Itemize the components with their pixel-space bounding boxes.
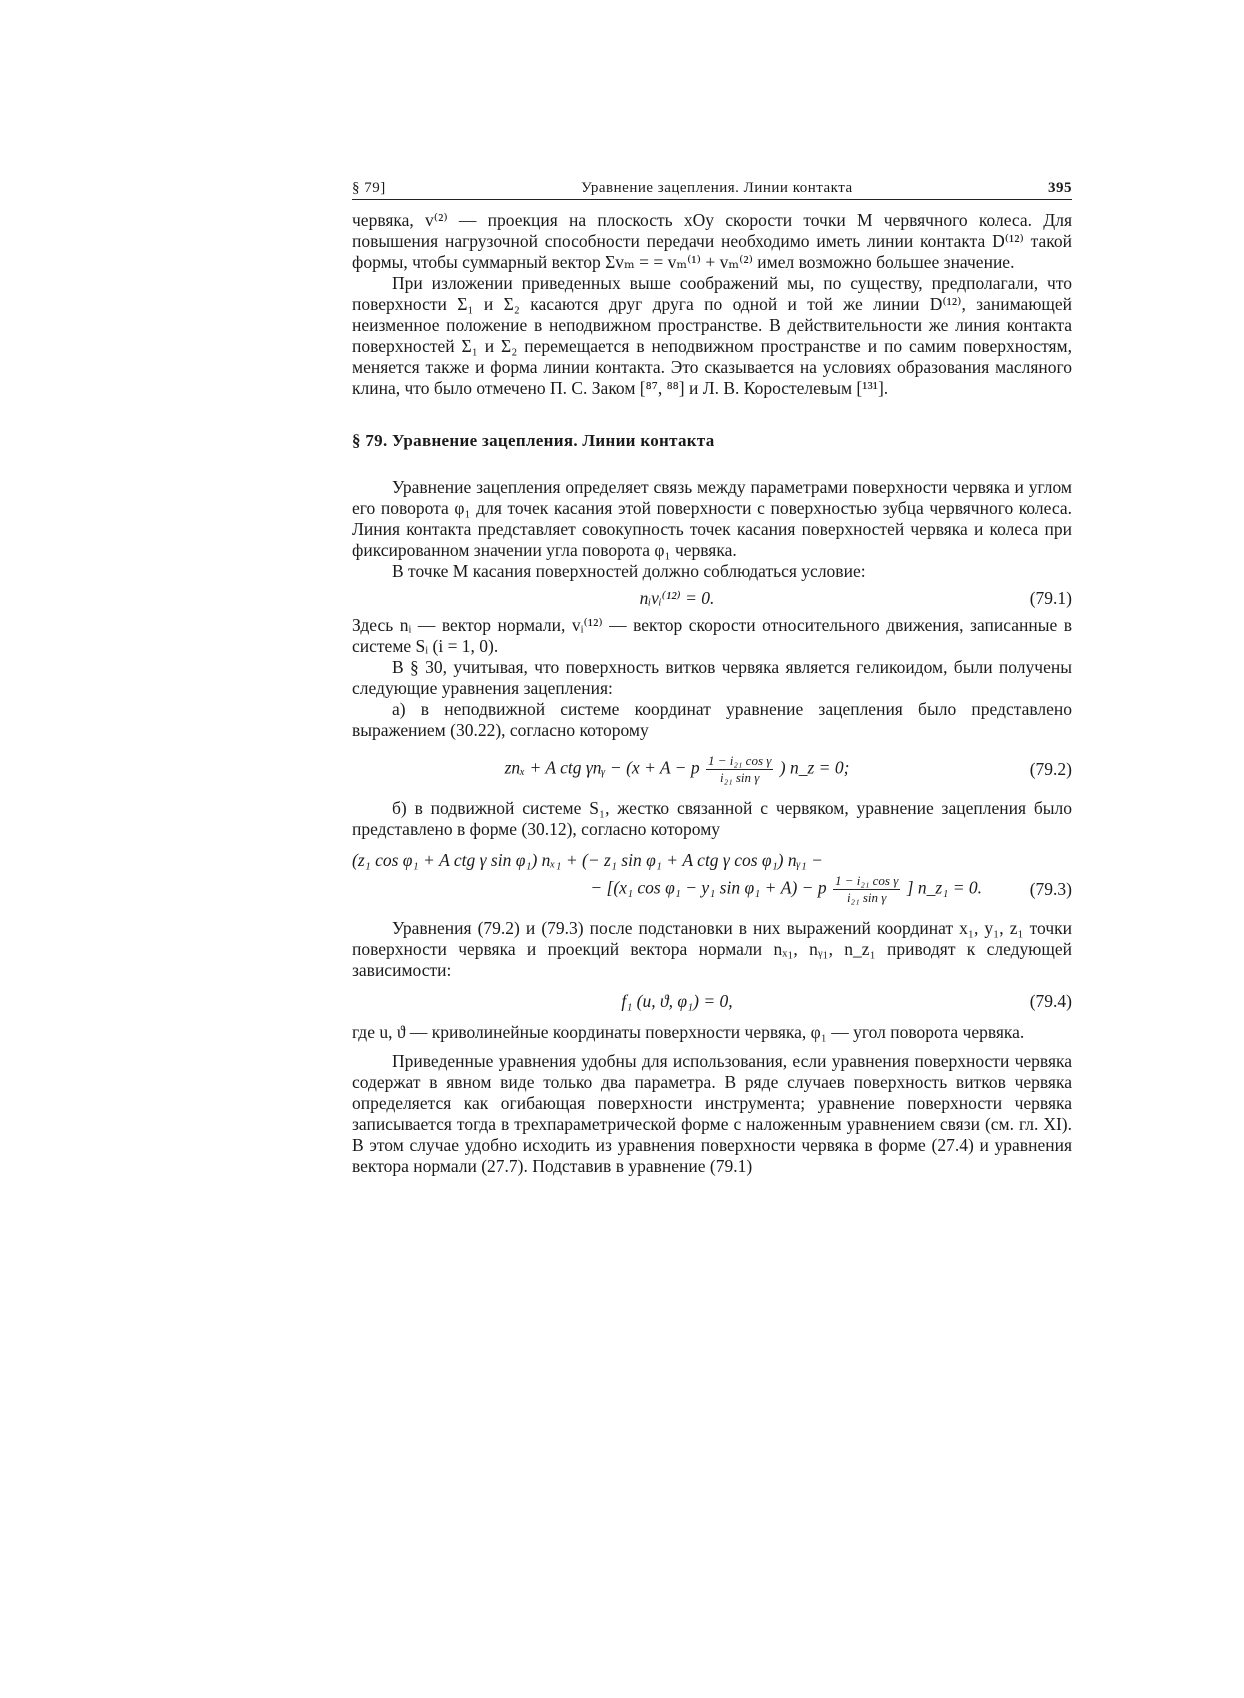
equation-79-3-line-1 — [352, 850, 1072, 871]
equation-number: (79.2) — [1029, 759, 1072, 779]
paragraph-11: Приведенные уравнения удобны для использования, если уравнения поверхности червяка содержат в явном виде только два параметра. В ряде случаев поверхность витков червяка определяется как огибающая поверхности инструмента; уравнение поверхности червяка записывается тогда в трехпараметрической форме с наложенным уравнением связи (см. гл. XI). В этом случае удобно исходить из уравнения поверхности червяка в форме (27.4) и уравнения вектора нормали (27.7). Подставив в уравнение (79.1) — [352, 1051, 1072, 1176]
paragraph-10: где u, ϑ — криволинейные координаты поверхности червяка, φ₁ — угол поворота червяка. — [352, 1022, 1025, 1042]
equation-body — [352, 873, 1002, 906]
fraction-numerator: 1 − i₂₁ cos γ — [708, 753, 772, 768]
equation-fraction — [706, 753, 773, 786]
paragraph-8: б) в подвижной системе S₁, жестко связанной с червяком, уравнение зацепления было представлено в форме (30.12), согласно которому — [352, 798, 1072, 839]
book-page — [352, 180, 1072, 1177]
equation-number: (79.3) — [1029, 879, 1072, 899]
paragraph-6: В § 30, учитывая, что поверхность витков червяка является геликоидом, были получены следующие уравнения зацепления: — [352, 657, 1072, 698]
paragraph-9: Уравнения (79.2) и (79.3) после подстановки в них выражений координат x₁, y₁, z₁ точки поверхности червяка и проекций вектора нормали nₓ₁, nᵧ₁, n_z₁ приводят к следующей зависимости: — [352, 918, 1072, 980]
running-title: Уравнение зацепления. Линии контакта — [581, 180, 853, 196]
paragraph-1: червяка, v⁽²⁾ — проекция на плоскость xOy скорости точки M червячного колеса. Для повышения нагрузочной способности передачи необходимо иметь линии контакта D⁽¹²⁾ такой формы, чтобы суммарный вектор Σvₘ = = vₘ⁽¹⁾ + vₘ⁽²⁾ имел возможно большее значение. — [352, 210, 1072, 272]
section-ref: § 79] — [352, 180, 386, 196]
fraction-denominator: i₂₁ sin γ — [846, 890, 887, 905]
paragraph-2: При изложении приведенных выше соображений мы, по существу, предполагали, что поверхности Σ₁ и Σ₂ касаются друг друга по одной и той же линии D⁽¹²⁾, занимающей неизменное положение в неподвижном пространстве. В действительности же линия контакта поверхностей Σ₁ и Σ₂ перемещается в неподвижном пространстве и по самим поверхностям, меняется также и форма линии контакта. Это сказывается на условиях образования масляного клина, что было отмечено П. С. Заком [⁸⁷, ⁸⁸] и Л. В. Коростелевым [¹³¹]. — [352, 273, 1072, 398]
paragraph-5: Здесь nᵢ — вектор нормали, vᵢ⁽¹²⁾ — вектор скорости относительного движения, записанные в системе Sᵢ (i = 1, 0). — [352, 615, 1072, 656]
equation-body: (z₁ cos φ₁ + A ctg γ sin φ₁) nₓ₁ + (− z₁ sin φ₁ + A ctg γ cos φ₁) nᵧ₁ − — [352, 850, 823, 870]
fraction-numerator: 1 − i₂₁ cos γ — [834, 873, 899, 888]
equation-body: f₁ (u, ϑ, φ₁) = 0, — [621, 991, 733, 1011]
equation-79-2 — [352, 753, 1072, 786]
equation-left: znₓ + A ctg γnᵧ − (x + A − p — [504, 757, 700, 778]
equation-left: − [(x₁ cos φ₁ − y₁ sin φ₁ + A) − p — [590, 877, 827, 898]
fraction-denominator: i₂₁ sin γ — [719, 770, 760, 785]
equation-right: ) n_z = 0; — [779, 757, 850, 778]
equation-79-1 — [352, 588, 1072, 609]
equation-79-3-line-2 — [352, 873, 1072, 906]
equation-body: nᵢvᵢ⁽¹²⁾ = 0. — [639, 588, 715, 608]
paragraph-4: В точке M касания поверхностей должно соблюдаться условие: — [392, 561, 866, 581]
equation-number: (79.1) — [1029, 588, 1072, 608]
equation-fraction — [833, 873, 900, 906]
page-number: 395 — [1048, 180, 1072, 196]
running-header — [352, 180, 1072, 200]
equation-right: ] n_z₁ = 0. — [906, 877, 982, 898]
equation-79-4 — [352, 991, 1072, 1012]
paragraph-3: Уравнение зацепления определяет связь между параметрами поверхности червяка и углом его поворота φ₁ для точек касания этой поверхности с поверхностью зубца червячного колеса. Линия контакта представляет совокупность точек касания поверхностей червяка и колеса при фиксированном значении угла поворота φ₁ червяка. — [352, 477, 1072, 560]
equation-body — [352, 753, 1002, 786]
paragraph-7: а) в неподвижной системе координат уравнение зацепления было представлено выражением (30.22), согласно которому — [352, 699, 1072, 740]
equation-number: (79.4) — [1029, 991, 1072, 1011]
section-title: § 79. Уравнение зацепления. Линии контакта — [352, 431, 715, 450]
